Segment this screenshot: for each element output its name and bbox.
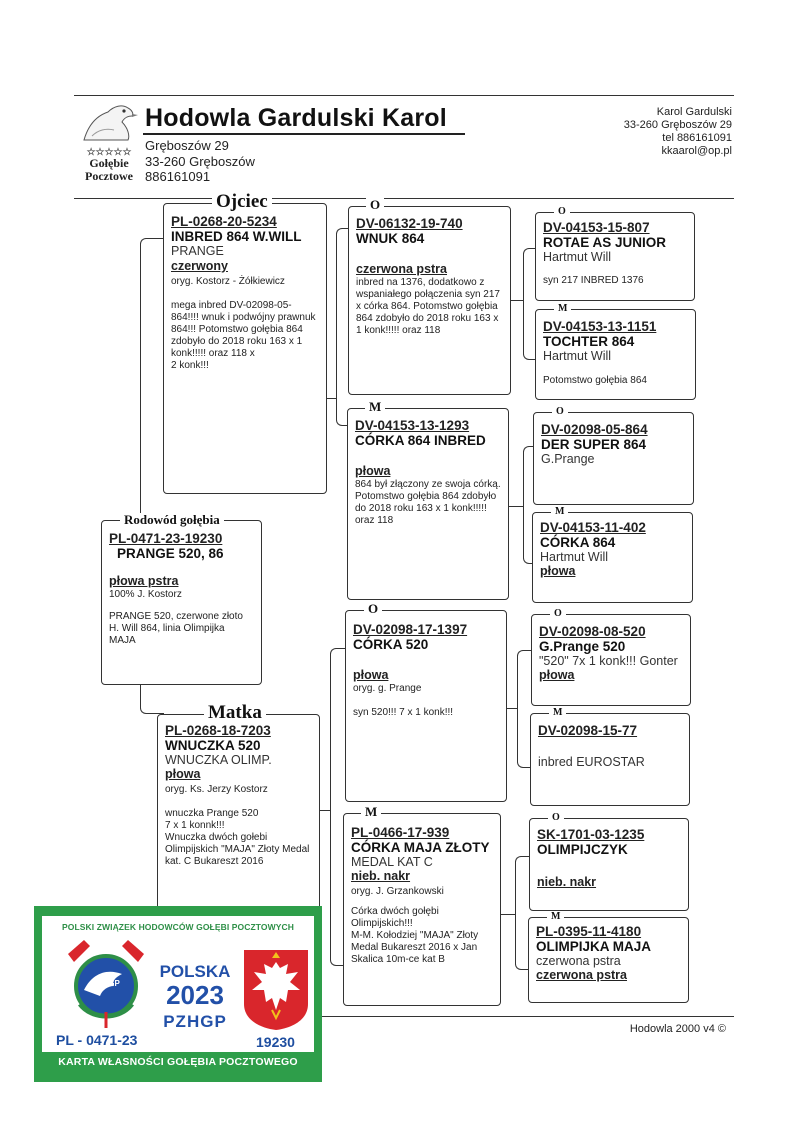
mother-name: WNUCZKA 520 [165,738,261,753]
mff-ring-id: DV-02098-08-520 [539,624,646,639]
contact-name: Karol Gardulski [656,106,732,118]
mm-breed: MEDAL KAT C [351,855,433,869]
mf-name: CÓRKA 520 [353,637,429,652]
mother-color: płowa [165,767,201,781]
fmf-card [533,412,694,505]
connector-ff [523,248,535,360]
fmm-label: M [551,507,568,517]
header-top-rule [74,95,734,96]
ffm-notes: Potomstwo gołębia 864 [543,375,647,386]
ff-notes: inbred na 1376, dodatkowo z wspaniałego połączenia syn 217 x córka 864. Potomstwo gołębia 864 zdobyło do 2018 roku 163 x 1 konk!!!!! oraz 118 [356,277,500,336]
mm-notes: Córka dwóch gołębi Olimpijskich!!! M-M. Kołodziej "MAJA" Złoty Medal Bukareszt 2016 x Jan Skalica 10m-ce kat B [351,906,479,965]
card-title: KARTA WŁASNOŚCI GOŁĘBIA POCZTOWEGO [58,1056,298,1068]
mmm-card [528,917,689,1003]
mfm-card [530,713,690,806]
address-line2: 33-260 Gręboszów [145,154,255,169]
fmf-label: O [552,407,568,417]
mother-notes: wnuczka Prange 520 7 x 1 konnk!!! Wnuczka dwóch gołebi Olimpijskich "MAJA" Złoty Medal kat. C Bukareszt 2016 [165,808,310,867]
mm-ring-id: PL-0466-17-939 [351,825,450,840]
mff-card [531,614,691,706]
mfm-notes: inbred EUROSTAR [538,755,645,769]
card-ring-number: 19230 [256,1034,295,1050]
mf-notes: syn 520!!! 7 x 1 konk!!! [353,707,454,718]
card-logo-text: PZHGP [92,979,120,988]
mm-color: nieb. nakr [351,869,411,883]
ffm-card [535,309,696,400]
ffm-label: M [554,304,571,314]
mff-color: płowa [539,668,575,682]
contact-address: 33-260 Gręboszów 29 [623,119,732,131]
ff-name: WNUK 864 [356,231,425,246]
fmm-card [532,512,693,603]
subject-card [101,520,262,685]
mmf-label: O [548,813,564,823]
father-notes-2: 2 konk!!! [171,360,209,371]
fmf-ring-id: DV-02098-05-864 [541,422,648,437]
footer-rule [322,1016,734,1017]
mmm-name: OLIMPIJKA MAJA [536,939,652,954]
connector-mf-stub [506,708,517,709]
fmm-name: CÓRKA 864 [540,535,616,550]
fff-card [535,212,695,301]
fm-card [347,408,509,600]
connector-father [336,228,348,426]
connector-ff-stub [510,300,523,301]
mf-origin: oryg. g. Prange [353,683,422,694]
ff-card [348,206,511,395]
fmm-breed: Hartmut Will [540,550,609,564]
fff-label: O [554,207,570,217]
logo-text-line2: Pocztowe [85,169,133,183]
header-bottom-rule [74,198,734,199]
ffm-breed: Hartmut Will [543,349,612,363]
subject-origin: 100% J. Kostorz [109,589,182,600]
fm-name: CÓRKA 864 INBRED [355,433,486,448]
mfm-ring-id: DV-02098-15-77 [538,723,638,738]
mff-name: G.Prange 520 [539,639,626,654]
mm-card [343,813,501,1006]
father-label: Ojciec [212,193,272,211]
mf-card [345,610,507,802]
mf-ring-id: DV-02098-17-1397 [353,622,468,637]
mother-breed: WNUCZKA OLIMP. [165,753,272,767]
mmf-ring-id: SK-1701-03-1235 [537,827,645,842]
fmm-color: płowa [540,564,576,578]
fff-name: ROTAE AS JUNIOR [543,235,667,250]
address-line3: 886161091 [145,169,211,184]
ownership-card [34,906,322,1082]
card-association-name: POLSKI ZWIĄZEK HODOWCÓW GOŁĘBI POCZTOWYCH [61,922,294,932]
connector-mf [517,650,531,768]
fm-color: płowa [355,464,391,478]
ff-ring-id: DV-06132-19-740 [356,216,463,231]
mmf-name: OLIMPIJCZYK [537,842,628,857]
card-ring-prefix: PL - 0471-23 [56,1032,138,1048]
card-country: POLSKA [159,962,231,981]
mother-origin: oryg. Ks. Jerzy Kostorz [165,784,268,795]
title-underline [143,133,465,135]
ff-label: O [366,198,384,211]
mother-ring-id: PL-0268-18-7203 [165,723,271,738]
mf-color: płowa [353,668,389,682]
mmm-ring-id: PL-0395-11-4180 [536,924,642,939]
connector-father-stub [326,398,336,399]
fff-notes: syn 217 INBRED 1376 [543,275,644,286]
father-notes: mega inbred DV-02098-05-864!!!! wnuk i podwójny prawnuk 864!!! Potomstwo gołębia 864 zdobyło do 2018 roku 163 x 1 konk!!!!! oraz 118 x [171,300,316,359]
mother-label: Matka [204,704,266,722]
footer-software: Hodowla 2000 v4 © [629,1023,726,1035]
mff-label: O [550,609,566,619]
card-org: PZHGP [163,1012,227,1031]
polish-eagle-emblem-icon [242,948,310,1032]
mff-breed: "520" 7x 1 konk!!! Gonter [539,654,678,668]
subject-name: PRANGE 520, 86 [117,546,224,561]
fmf-name: DER SUPER 864 [541,437,647,452]
contact-phone: tel 886161091 [662,132,732,144]
father-name: INBRED 864 W.WILL [171,229,302,244]
father-breed: PRANGE [171,244,224,258]
fff-ring-id: DV-04153-15-807 [543,220,650,235]
connector-fm-stub [508,506,523,507]
card-year: 2023 [166,980,224,1010]
page-title: Hodowla Gardulski Karol [145,104,447,132]
father-ring-id: PL-0268-20-5234 [171,214,277,229]
contact-email: kkaarol@op.pl [661,145,732,157]
ffm-name: TOCHTER 864 [543,334,635,349]
ff-color: czerwona pstra [356,262,448,276]
mmm-breed: czerwona pstra [536,954,621,968]
mm-name: CÓRKA MAJA ZŁOTY [351,840,490,855]
ffm-ring-id: DV-04153-13-1151 [543,319,657,334]
logo-stars: ☆☆☆☆☆ [86,147,132,158]
fmm-ring-id: DV-04153-11-402 [540,520,646,535]
fm-notes: 864 był złączony ze swoja córką. Potomstwo gołębia 864 zdobyło do 2018 roku 163 x 1 konk!!!!! oraz 118 [355,479,501,526]
father-card [163,203,327,494]
subject-notes: PRANGE 520, czerwone złoto H. Will 864, linia Olimpijka MAJA [109,611,243,646]
father-color: czerwony [171,259,228,273]
mother-card [157,714,320,910]
pigeon-logo-icon [78,100,140,142]
mfm-label: M [549,708,566,718]
mmf-color: nieb. nakr [537,875,597,889]
connector-mm [515,856,529,970]
connector-mm-stub [500,914,515,915]
mm-origin: oryg. J. Grzankowski [351,886,444,897]
mmf-card [529,818,689,911]
mf-label: O [364,602,382,615]
subject-color: płowa pstra [109,574,179,588]
fmf-breed: G.Prange [541,452,595,466]
subject-label: Rodowód gołębia [120,513,224,526]
mmm-label: M [547,912,564,922]
mmm-color: czerwona pstra [536,968,628,982]
fm-ring-id: DV-04153-13-1293 [355,418,470,433]
address-line1: Gręboszów 29 [145,138,229,153]
ownership-card-body [42,916,314,1052]
father-origin: oryg. Kostorz - Żółkiewicz [171,276,285,287]
subject-ring-id: PL-0471-23-19230 [109,531,223,546]
fff-breed: Hartmut Will [543,250,612,264]
mm-label: M [361,805,381,818]
logo-text-line1: Gołębie [89,156,129,170]
fm-label: M [365,400,385,413]
